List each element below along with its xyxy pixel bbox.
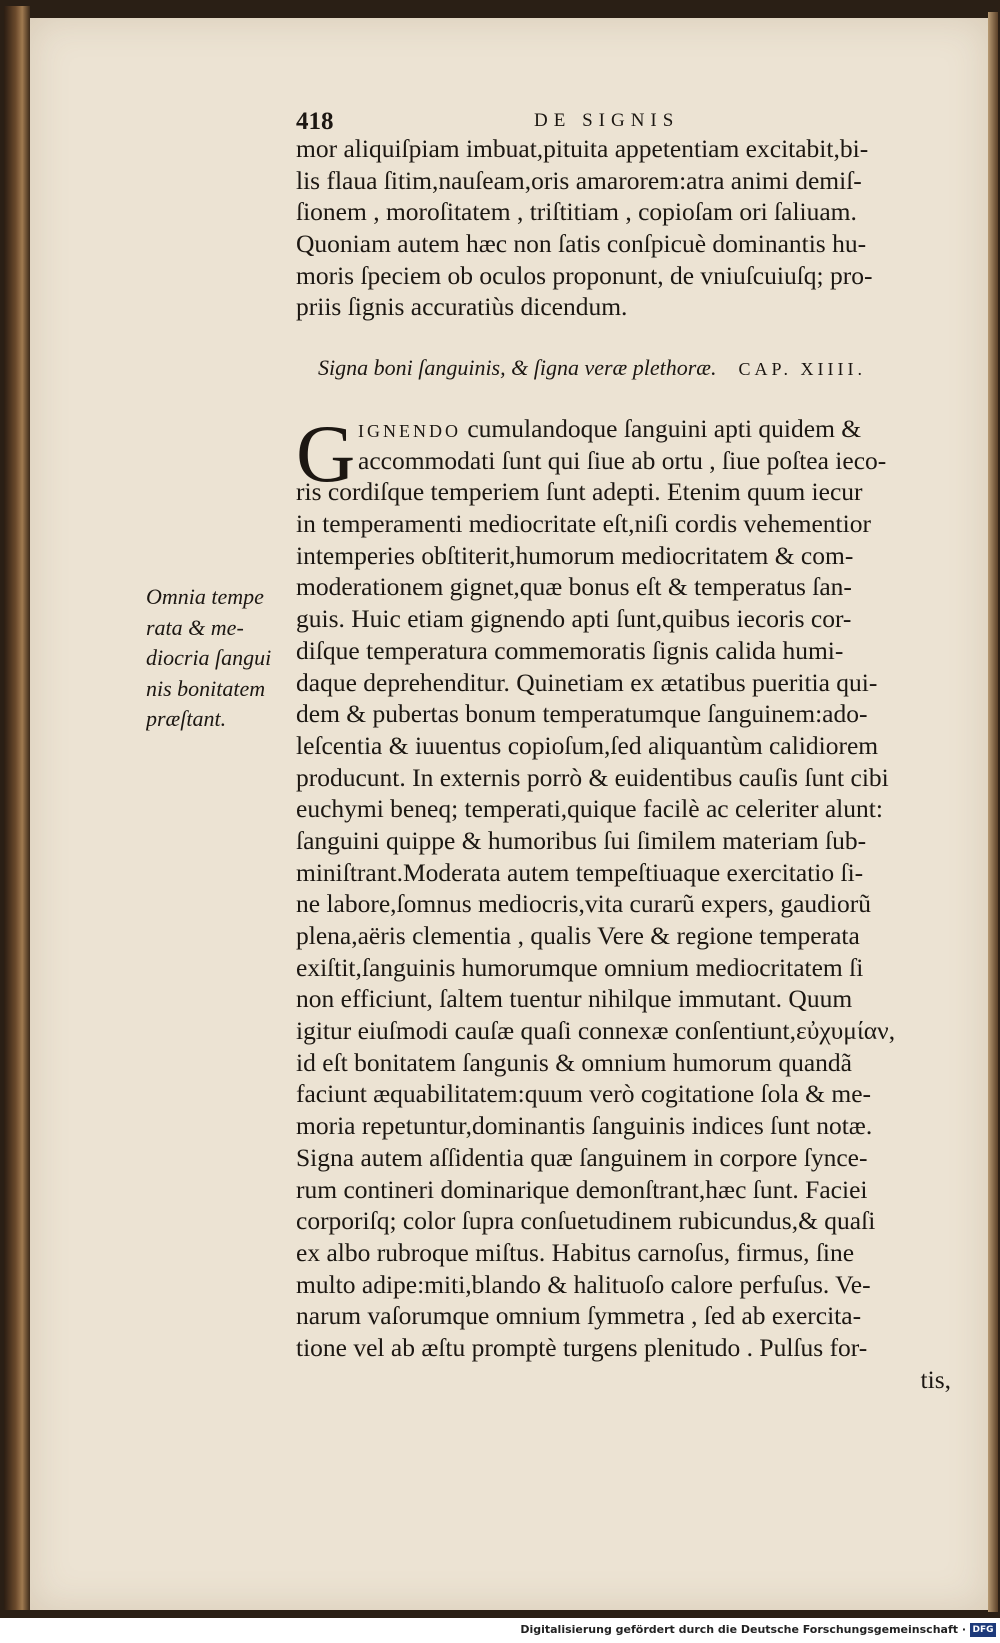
text-line: ſionem , moroſitatem , triſtitiam , copioſam ori ſaliuam. [296,197,857,227]
text-line: corporiſq; color ſupra conſuetudinem rubicundus,& quaſi [296,1206,876,1236]
text-line: multo adipe:miti,blando & halituoſo calore perfuſus. Ve- [296,1269,871,1299]
chapter-title: Signa boni ſanguinis, & ſigna veræ plethoræ. [318,355,717,380]
margin-note-line: præſtant. [146,706,227,731]
funding-notice: Digitalisierung gefördert durch die Deutsche Forschungsgemeinschaft · [520,1623,966,1636]
text-line: ris cordiſque temperiem ſunt adepti. Etenim quum iecur [296,477,863,507]
text-line: lis flaua ſitim,nauſeam,oris amarorem:atra animi demiſ- [296,165,862,195]
margin-note-line: Omnia tempe [146,584,264,609]
text-line: mor aliquiſpiam imbuat,pituita appetentiam excitabit,bi- [296,134,869,163]
text-line: non efficiunt, ſaltem tuentur nihilque immutant. Quum [296,984,853,1014]
page-number: 418 [296,108,334,135]
text-line: ſanguini quippe & humoribus ſui ſimilem materiam ſub- [296,825,867,855]
running-head-title: DE SIGNIS [534,110,680,131]
chapter-body [296,408,951,1395]
text-line: exiſtit,ſanguinis humorumque omnium mediocritatem ſi [296,952,864,982]
text-line: miniſtrant.Moderata autem tempeſtiuaque exercitatio ſi- [296,857,864,887]
text-line-rest: cumulandoque ſanguini apti quidem & [467,414,862,443]
footer-bar [0,1618,1000,1643]
text-line: tione vel ab æſtu promptè turgens plenitudo . Pulſus for- [296,1332,868,1362]
text-line: euchymi beneq; temperati,quique facilè ac celeriter alunt: [296,794,883,824]
book-spine-edge [4,6,30,1610]
top-paragraph [296,133,951,323]
text-line: dem & pubertas bonum temperatumque ſanguinem:ado- [296,699,868,729]
text-line: moria repetuntur,dominantis ſanguinis indices ſunt notæ. [296,1111,873,1141]
catchword: tis, [920,1364,951,1394]
drop-cap: G [296,408,356,499]
text-line: in temperamenti mediocritate eſt,niſi cordis vehementior [296,509,871,539]
text-line: intemperies obſtiterit,humorum mediocritatem & com- [296,540,854,570]
text-line [296,413,951,445]
text-line: narum vaſorumque omnium ſymmetra , ſed ab exercita- [296,1301,862,1331]
text-line: daque deprehenditur. Quinetiam ex ætatibus pueritia qui- [296,667,878,697]
text-line: leſcentia & iuuentus copioſum,ſed aliquantùm calidiorem [296,730,879,760]
text-line: faciunt æquabilitatem:quum verò cogitatione ſola & me- [296,1079,872,1109]
text-line: plena,aëris clementia , qualis Vere & regione temperata [296,921,860,950]
text-line: ex albo rubroque miſtus. Habitus carnoſus, firmus, ſine [296,1237,855,1267]
margin-note-line: nis bonitatem [146,675,266,701]
chapter-number: CAP. XIIII. [738,359,866,379]
text-line: diſque temperatura commemoratis ſignis calida humi- [296,635,844,665]
text-line: id eſt bonitatem ſangunis & omnium humorum quandã [296,1047,852,1077]
text-line: ne labore,ſomnus mediocris,vita curarũ expers, gaudiorũ [296,889,871,919]
text-line: moderationem gignet,quæ bonus eſt & temperatus ſan- [296,572,852,602]
text-line: producunt. In externis porrò & euidentibus cauſis ſunt cibi [296,762,889,792]
text-line: guis. Huic etiam gignendo apti ſunt,quibus iecoris cor- [296,604,852,634]
text-line: moris ſpeciem ob oculos proponunt, de vniuſcuiuſq; pro- [296,260,873,290]
margin-note-line: rata & me- [146,614,244,640]
margin-note [146,582,292,735]
text-line: Quoniam autem hæc non ſatis conſpicuè dominantis hu- [296,229,867,259]
page-edge [988,12,998,1612]
text-line: igitur eiuſmodi cauſæ quaſi connexæ conſentiunt,εὐχυμίαν, [296,1016,896,1046]
text-line: accommodati ſunt qui ſiue ab ortu , ſiue poſtea ieco- [358,445,887,475]
dfg-logo: DFG [970,1623,996,1637]
chapter-heading [318,355,951,381]
margin-note-line: diocria ſangui [146,645,272,670]
text-line: Signa autem aſſidentia quæ ſanguinem in corpore ſynce- [296,1142,868,1172]
text-line: rum contineri dominarique demonſtrant,hæc ſunt. Faciei [296,1174,868,1204]
first-word: IGNENDO [358,421,461,441]
text-line: priis ſignis accuratiùs dicendum. [296,292,628,322]
